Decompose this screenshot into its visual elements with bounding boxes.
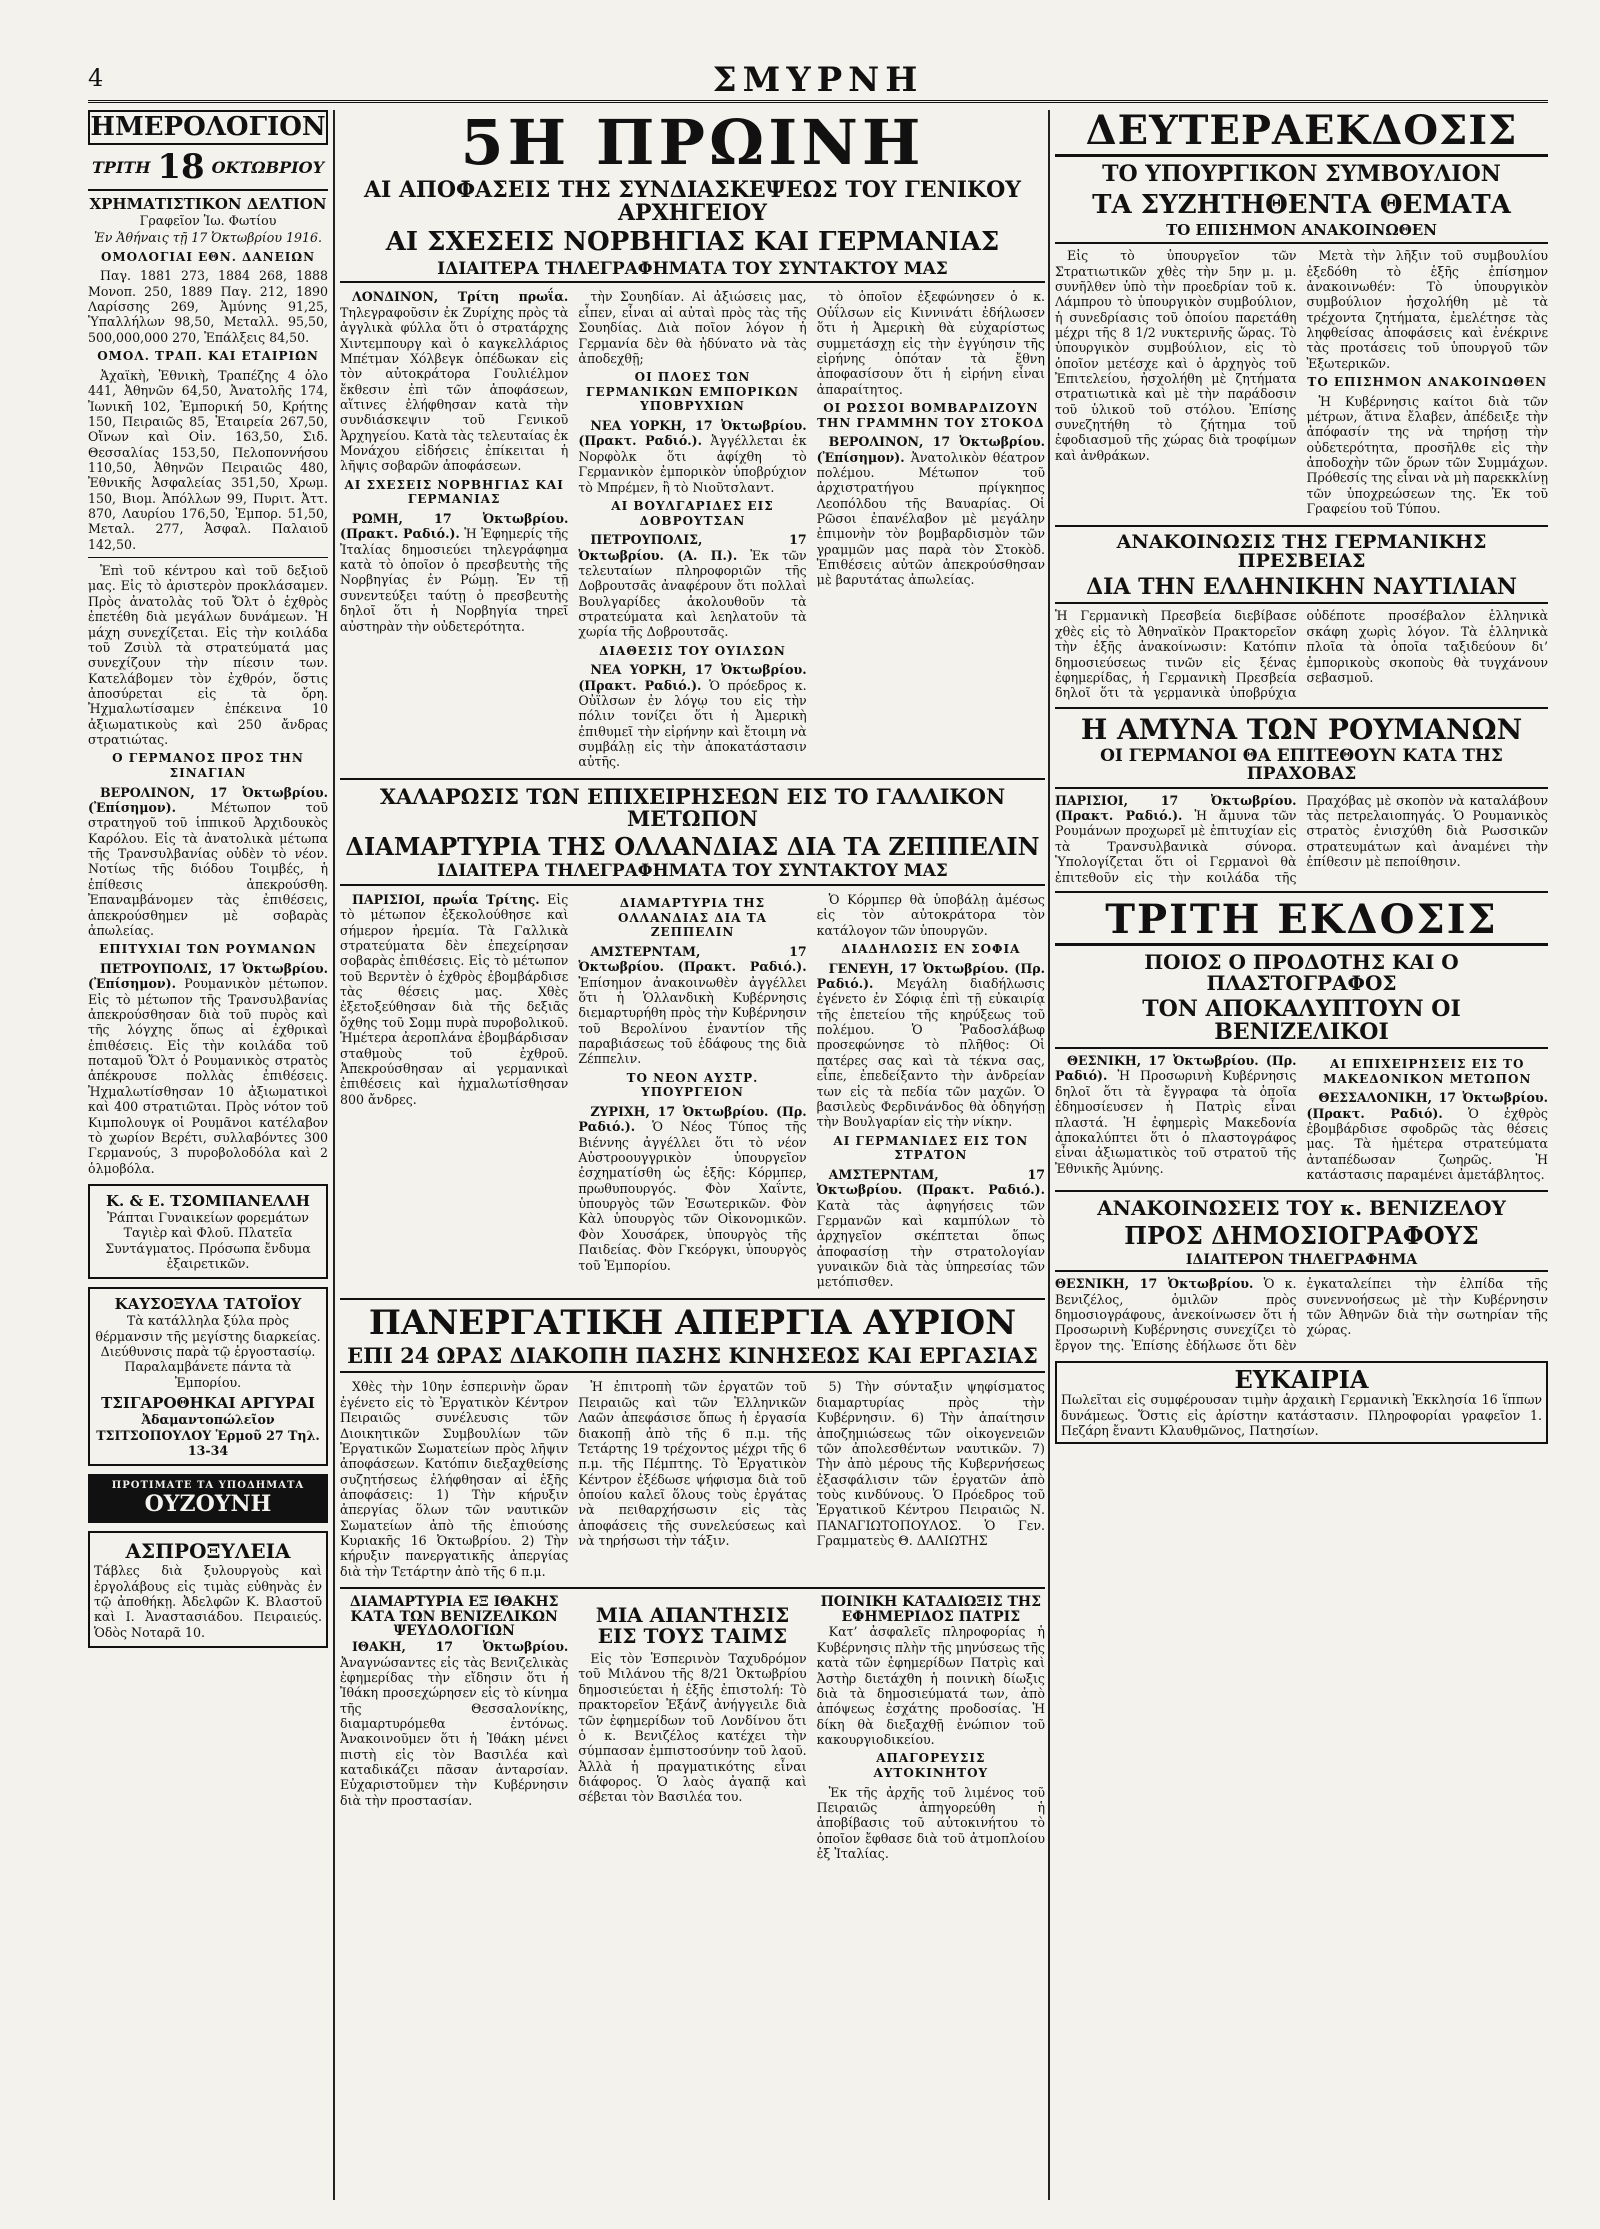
- column-rule: [1048, 110, 1050, 2200]
- article-text: Ἡ Κυβέρνησις καίτοι διὰ τῶν μέτρων, ἅτινα ἔλαβεν, ἀπέδειξε τὴν ἀπόφασίν της νὰ τηρήσῃ τὴν οὐδετερότητα, προσῆλθε εἰς τὴν ἀποδοχὴν τῶν ὅρων τῶν Συμμάχων. Πρόθεσίς της εἶναι νὰ μὴ παρεκκλίνῃ τῶν ὑποχρεώσεων της. Ἐκ τοῦ Γραφείου τοῦ Τύπου.: [1306, 393, 1548, 517]
- article-column: [1307, 1053, 1549, 1184]
- dateline: ΛΟΝΔΙΝΟΝ, Τρίτη πρωΐα.: [352, 289, 569, 305]
- article-text: 5) Τὴν σύνταξιν ψηφίσματος διαμαρτυρίας πρὸς τὴν Κυβέρνησιν. 6) Τὴν ἀπαίτησιν ἀποζημιώσεως τῶν οἰκογενειῶν τῶν ἀπολεσθέντων ναυτικῶν. 7) Τὴν ἀπὸ μέρους τῆς Κυβερνήσεως ἐξασφάλισιν τῶν ἐργατῶν ἀπὸ τοὺς κινδύνους. Ὁ Πρόεδρος τοῦ Ἐργατικοῦ Κέντρου Πειραιῶς Ν. ΠΑΝΑΓΙΩΤΟΠΟΥΛΟΣ. Ὁ Γεν. Γραμματεὺς Θ. ΔΑΛΙΩΤΗΣ: [816, 1379, 1045, 1549]
- dateline: ΘΕΣΝΙΚΗ, 17 Ὀκτωβρίου.: [1055, 1276, 1254, 1292]
- subheadline: ΤΑ ΣΥΖΗΤΗΘΕΝΤΑ ΘΕΜΑΤΑ: [1092, 190, 1511, 221]
- subheading: ΤΟ ΕΠΙΣΗΜΟΝ ΑΝΑΚΟΙΝΩΘΕΝ: [1307, 375, 1548, 390]
- telegrams-heading: ΙΔΙΑΙΤΕΡΟΝ ΤΗΛΕΓΡΑΦΗΜΑ: [1055, 1253, 1548, 1273]
- article-text: τὸ ὁποῖον ἐξεφώνησεν ὁ κ. Οὐΐλσων εἰς Κιννινάτι ἐδήλωσεν ὅτι ἡ Ἀμερικὴ θὰ εὐχαρίστως συμμετάσχῃ εἰς τὴν ἐγγύησιν τῆς εἰρήνης ὁπόταν τὰ ἔθνη ἀποφασίσουν ὅτι ἡ εἰρήνη εἶναι ἀπαραίτητος.: [816, 289, 1045, 397]
- article-text: Ἐκ τῆς ἀρχῆς τοῦ λιμένος τοῦ Πειραιῶς ἀπηγορεύθη ἡ ἀποβίβασις τοῦ αὐτοκινήτου τὸ ὁποῖον ἔφθασε διὰ τοῦ ἀτμοπλοίου ἐξ Ἰταλίας.: [816, 1784, 1045, 1862]
- article-text: Ἡ ἐπιτροπὴ τῶν ἐργατῶν τοῦ Πειραιῶς καὶ τῶν Ἑλληνικῶν Λαῶν ἀπεφάσισε ὅπως ἡ ἐργασία διακοπῇ ἀπὸ τῆς 6 π.μ. τῆς Τετάρτης 19 τρέχοντος μέχρι τῆς 6 π.μ. τῆς Πέμπτης. Τὸ Ἐργατικὸν Κέντρον ἐξέδωσε ψήφισμα διὰ τοῦ ὁποίου καλεῖ ὅλους τοὺς ἐργάτας νὰ πειθαρχήσωσιν εἰς τὰς ἀποφάσεις τῆς συνελεύσεως καὶ νὰ τηρήσωσι τὴν τάξιν.: [578, 1379, 807, 1549]
- calendar-column: [88, 110, 328, 2200]
- subheading: ΑΙ ΣΧΕΣΕΙΣ ΝΟΡΒΗΓΙΑΣ ΚΑΙ ΓΕΡΜΑΝΙΑΣ: [344, 477, 564, 507]
- article-text: Ὁ κ. Βενιζέλος, ὁμιλῶν πρὸς δημοσιογράφους, ἀνεκοίνωσεν ὅτι ἡ Προσωρινὴ Κυβέρνησις συνεχίζει τὸ ἔργον της. Ἐπίσης ἐδήλωσε ὅτι δὲν ἐγκαταλείπει τὴν ἐλπίδα τῆς συνεννοήσεως μὲ τὴν Κυβέρνησιν τῶν Ἀθηνῶν διὰ τὴν σωτηρίαν τῆς χώρας.: [1055, 1276, 1548, 1353]
- newspaper-title: ΣΜΥΡΝΗ: [712, 60, 924, 100]
- headline: ΑΝΑΚΟΙΝΩΣΕΙΣ ΤΟΥ κ. ΒΕΝΙΖΕΛΟΥ: [1097, 1196, 1506, 1221]
- dateline: ΒΕΡΟΛΙΝΟΝ, 17 Ὀκτωβρίου. (Ἐπίσημον).: [816, 434, 1045, 465]
- ad-text: Ῥάπται Γυναικείων φορεμάτων Ταγιὲρ καὶ Φλοῦ. Πλατεῖα Συντάγματος. Πρόσωπα ἔνδυμα ἐξαιρετικῶν.: [105, 1209, 311, 1272]
- banks-text: Ἀχαϊκὴ, Ἐθνικὴ, Τραπέζης 4 ὁλο 441, Ἀθηνῶν 64,50, Ἀνατολῆς 174, Ἰωνικῆ 102, Ἐμπορική 50, Κρήτης 150, Πειραιῶς 85, Ἑταιρεία 267,50, Οἴνων καὶ Οἰν. 163,50, Σιδ. Θεσσαλίας 153,50, Πελοποννήσου 110,50, Ἀθηνῶν Πειραιῶς 480, Ἐθνικῆς Ἀσφαλείας 351,50, Χρωμ. 150, Βιομ. Ἀπόλλων 99, Πυριτ. Ἀττ. 870, Λαυρίου 176,50, Ἐμπορ. 51,50, Μεταλ. 277, Ἀσφαλ. Παλαιοῦ 142,50.: [88, 367, 328, 552]
- subheading: ΑΙ ΕΠΙΧΕΙΡΗΣΕΙΣ ΕΙΣ ΤΟ ΜΑΚΕΔΟΝΙΚΟΝ ΜΕΤΩΠΟΝ: [1323, 1057, 1532, 1086]
- article-column: [578, 289, 806, 771]
- masthead: [88, 60, 1548, 103]
- subheading: ΕΠΙΤΥΧΙΑΙ ΤΩΝ ΡΟΥΜΑΝΩΝ: [99, 942, 317, 957]
- headline: ΧΑΛΑΡΩΣΙΣ ΤΩΝ ΕΠΙΧΕΙΡΗΣΕΩΝ ΕΙΣ ΤΟ ΓΑΛΛΙΚΟΝ ΜΕΤΩΠΟΝ: [379, 783, 1006, 831]
- article-text: Κατὰ τὰς ἀφηγήσεις τῶν Γερμανῶν καὶ καμπύλων τὸ ἀρχηγεῖον σκέπτεται ὅπως ἀποφασίσῃ τὴν στρατολογίαν γυναικῶν διὰ τὰς ὑπηρεσίας τῶν μετόπισθεν.: [816, 1197, 1045, 1290]
- dateline: ΓΕΝΕΥΗ, 17 Ὀκτωβρίου. (Πρ. Ραδιό.).: [816, 960, 1045, 991]
- subheading: ΟΙ ΠΛΟΕΣ ΤΩΝ ΓΕΡΜΑΝΙΚΩΝ ΕΜΠΟΡΙΚΩΝ ΥΠΟΒΡΥΧΙΩΝ: [585, 370, 800, 414]
- article-text: Ὁ Κόρμπερ θὰ ὑποβάλῃ ἀμέσως εἰς τὸν αὐτοκράτορα τὸν κατάλογον τῶν ὑπουργῶν.: [816, 891, 1045, 938]
- article-column: [340, 1379, 568, 1581]
- subheading: ΑΠΑΓΟΡΕΥΣΙΣ ΑΥΤΟΚΙΝΗΤΟΥ: [873, 1751, 989, 1780]
- page-number: 4: [88, 64, 104, 92]
- loans-text: Παγ. 1881 273, 1884 268, 1888 Μονοπ. 250, 1889 Παγ. 212, 1890 Λαρίσσης 269, Ἀμύνης 91,25, Ὑπαλλήλων 98,50, Μεταλλ. 95,50, 500,000,000 270, Ἐπάλξεις 84,50.: [88, 268, 328, 345]
- article-column: [1055, 248, 1297, 518]
- article-text: Τηλεγραφοῦσιν ἐκ Ζυρίχης πρὸς τὰ ἀγγλικὰ φύλλα ὅτι ὁ στρατάρχης Χιντεμπουργ καὶ ὁ καγκελλάριος Μπέτμαν Χόλβεγκ ὁπέδωκαν εἰς τὸν αὐτοκράτορα Γουλιέλμον ἔκθεσιν ἐπὶ τῶν ἀποφάσεων, αἵτινες ἐλήφθησαν κατὰ τὴν συνδιάσκεψιν τοῦ Γενικοῦ Ἀρχηγείου. Κατὰ τὰς τελευταίας ἐκ Μονάχου εἰδήσεις ἐπίκειται ἡ λῆψις σοβαρῶν ἀποφάσεων.: [340, 304, 569, 474]
- article-text: Ὁ πρόεδρος κ. Οὐΐλσων ἐν λόγῳ του εἰς τὴν πόλιν τονίζει ὅτι ἡ Ἀμερικὴ ἐπιθυμεῖ τὴν εἰρήνην καὶ ἔτοιμη νὰ συμβάλῃ εἰς τὴν ἀποκατάστασιν αὐτῆς.: [578, 677, 807, 770]
- dateline: ΠΑΡΙΣΙΟΙ, πρωΐα Τρίτης.: [352, 891, 540, 907]
- dateline: ΠΑΡΙΣΙΟΙ, 17 Ὀκτωβρίου. (Πρακτ. Ραδιό.).: [1055, 792, 1297, 824]
- article-text: Μεγάλη διαδήλωσις ἐγένετο ἐν Σόφιᾳ ἐπὶ τῇ εὐκαιρίᾳ τῆς ἐπετείου τῆς κηρύξεως τοῦ πολέμου. Ὁ Ῥαδοσλάβωφ προσεφώνησε τὸ πλῆθος: Οἱ πατέρες σας καὶ τὰ τέκνα σας, εἶπε, ἐπεδείξαντο τὴν ἀνδρείαν των εἰς τὰ πεδία τῶν μαχῶν. Ὁ βασιλεὺς Φερδινάνδος θὰ ὁδηγήσῃ τὴν Βουλγαρίαν εἰς τὴν νίκην.: [816, 975, 1045, 1130]
- subheadline: ΟΙ ΓΕΡΜΑΝΟΙ ΘΑ ΕΠΙΤΕΘΟΥΝ ΚΑΤΑ ΤΗΣ ΠΡΑΧΟΒΑΣ: [1055, 748, 1548, 789]
- calendar-day: 18: [157, 147, 205, 188]
- ad-name: ΟΥΖΟΥΝΗ: [144, 1491, 272, 1518]
- article-column: [1307, 248, 1549, 518]
- articles-row: [1055, 248, 1548, 518]
- article-text: Ἐπίσημον ἀνακοινωθὲν ἀγγέλλει ὅτι ἡ Ὁλλανδικὴ Κυβέρνησις διεμαρτυρήθη πρὸς τὴν Κυβέρνησιν τοῦ Βερολίνου ἐναντίον τῆς παραβιάσεως τοῦ ἐδάφους της διὰ Ζέππελιν.: [578, 974, 807, 1067]
- calendar-weekday: ΤΡΙΤΗ: [92, 157, 151, 177]
- ad-text: Ἀδαμαντοπώλεῖον ΤΣΙΤΣΟΠΟΥΛΟΥ Ἑρμοῦ 27 Τηλ. 13-34: [96, 1412, 320, 1458]
- dateline: ΑΜΣΤΕΡΝΤΑΜ, 17 Ὀκτωβρίου. (Πρακτ. Ραδιό.).: [578, 943, 807, 975]
- subheading: ΔΙΑΜΑΡΤΥΡΙΑ ΕΞ ΙΘΑΚΗΣ ΚΑΤΑ ΤΩΝ ΒΕΝΙΖΕΛΙΚΩΝ ΨΕΥΔΟΛΟΓΙΩΝ: [349, 1594, 559, 1640]
- section-heading: ΧΡΗΜΑΤΙΣΤΙΚΟΝ ΔΕΛΤΙΟΝ: [89, 195, 327, 214]
- headline: ΠΑΝΕΡΓΑΤΙΚΗ ΑΠΕΡΓΙΑ ΑΥΡΙΟΝ: [368, 1302, 1017, 1343]
- ad-name: ΤΣΙΓΑΡΟΘΗΚΑΙ ΑΡΓΥΡΑΙ: [101, 1394, 315, 1413]
- headline: ΤΟ ΥΠΟΥΡΓΙΚΟΝ ΣΥΜΒΟΥΛΙΟΝ: [1102, 161, 1501, 187]
- subheading: ΔΙΑΔΗΛΩΣΙΣ ΕΝ ΣΟΦΙΑ: [841, 942, 1021, 956]
- article-column: [817, 1595, 1045, 1863]
- edition-title: ΤΡΙΤΗ ΕΚΔΟΣΙΣ: [1055, 899, 1548, 946]
- ad-title: ΕΥΚΑΙΡΙΑ: [1234, 1365, 1369, 1395]
- subheadline: ΠΡΟΣ ΔΗΜΟΣΙΟΓΡΑΦΟΥΣ: [1124, 1221, 1479, 1251]
- article-text: Ἡ Γερμανικὴ Πρεσβεία διεβίβασε χθὲς εἰς τὸ Ἀθηναϊκὸν Πρακτορεῖον τὴν ἑξῆς ἀνακοίνωσιν: Κατόπιν δημοσιεύσεως τινῶν εἰς ξένας ἐφημερίδας, ἡ Γερμανικὴ Πρεσβεία δηλοῖ ὅτι τὰ γερμανικὰ ὑποβρύχια οὐδέποτε προσέβαλον ἑλληνικὰ σκάφη χωρὶς λόγον. Τὰ ἑλληνικὰ πλοῖα τὰ ὁποῖα ταξιδεύουν δι’ ἐμπορικοὺς σκοποὺς θὰ τυγχάνουν σεβασμοῦ.: [1055, 608, 1548, 701]
- calendar-month: ΟΚΤΩΒΡΙΟΥ: [211, 157, 324, 177]
- edition-title: ΔΕΥΤΕΡΑΕΚΔΟΣΙΣ: [1055, 110, 1548, 157]
- subheading: ΔΙΑΜΑΡΤΥΡΙΑ ΤΗΣ ΟΛΛΑΝΔΙΑΣ ΔΙΑ ΤΑ ΖΕΠΠΕΛΙΝ: [618, 895, 767, 940]
- article-text: Ἡ Προσωρινὴ Κυβέρνησις δηλοῖ ὅτι τὰ ἔγγραφα τὰ ὁποῖα ἐδημοσίευσεν ἡ Πατρὶς εἶναι πλαστά. Ἡ ἐφημερὶς Μακεδονία ἀποκαλύπτει ὅτι ὁ πλαστογράφος εἶναι ἀξιωματικὸς τοῦ στρατοῦ τῆς Ἐθνικῆς Ἀμύνης.: [1055, 1068, 1297, 1176]
- subheading: ΑΙ ΓΕΡΜΑΝΙΔΕΣ ΕΙΣ ΤΟΝ ΣΤΡΑΤΟΝ: [833, 1133, 1029, 1163]
- war-text: Ἐπὶ τοῦ κέντρου καὶ τοῦ δεξιοῦ μας. Εἰς τὸ ἀριστερὸν προκλάσαμεν. Πρὸς ἀνατολὰς τοῦ Ὄλτ ὁ ἐχθρὸς ἐπετέθη διὰ μεγάλων δυνάμεων. Ἡ μάχη συνεχίζεται. Εἰς τὴν κοιλάδα τοῦ Ζσιὺλ τὰ στρατεύματά μας συνεχίζουν τὴν πίεσιν των. Κατελάβομεν τὸν ἐχθρόν, ὅστις ἀποσύρεται εἰς τὰ ὄρη. Ἠχμαλωτίσαμεν ἐπέκεινα 10 ἀξιωματικοὺς καὶ 250 ἄνδρας στρατιώτας.: [88, 563, 328, 748]
- article-text: Κατ’ ἀσφαλεῖς πληροφορίας ἡ Κυβέρνησις πλὴν τῆς μηνύσεως τῆς κατὰ τῶν ἐφημερίδων Πατρὶς καὶ Ἀστὴρ διετάχθη ἡ ποινικὴ δίωξις διὰ τὰ δημοσιεύματά των, ἀπὸ ἀπόψεως ἐσχάτης προδοσίας. Ἡ δίκη θὰ διεξαχθῇ ἐνώπιον τοῦ κακουργιοδικείου.: [816, 1624, 1045, 1747]
- ad-text: Τάβλες διὰ ξυλουργοὺς καὶ ἐργολάβους εἰς τιμὰς εὐθηνὰς ἐν τῷ ἀποθήκῃ. Ἀδελφῶν Κ. Βλαστοῦ καὶ Ι. Ἀναστασιάδου. Πειραιεύς. Ὁδὸς Νοταρᾶ 10.: [94, 1563, 322, 1640]
- articles-row: [340, 892, 1045, 1292]
- articles-row: [340, 1595, 1045, 1863]
- article-column: [578, 1595, 806, 1863]
- ad-name: Κ. & Ε. ΤΣΟΜΠΑΝΕΛΛΗ: [106, 1191, 310, 1210]
- official-heading: ΤΟ ΕΠΙΣΗΜΟΝ ΑΝΑΚΟΙΝΩΘΕΝ: [1055, 223, 1548, 244]
- dateline: ΘΕΣΝΙΚΗ, 17 Ὀκτωβρίου. (Πρ. Ραδιό).: [1055, 1053, 1297, 1084]
- ad-text: Τὰ κατάλληλα ξύλα πρὸς θέρμανσιν τῆς μεγίστης διαρκείας. Διεύθυνσις παρὰ τῷ ἐργοστασίῳ. Παραλαμβάνετε πάντα τὰ Ἐμπορίου.: [95, 1313, 321, 1390]
- articles-row: [340, 289, 1045, 771]
- article-column: [578, 892, 806, 1292]
- dateline: ΒΕΡΟΛΙΝΟΝ, 17 Ὀκτωβρίου. (Ἐπίσημον).: [88, 784, 328, 816]
- headline: ΑΝΑΚΟΙΝΩΣΙΣ ΤΗΣ ΓΕΡΜΑΝΙΚΗΣ ΠΡΕΣΒΕΙΑΣ: [1116, 530, 1487, 573]
- advertisement: [88, 1184, 328, 1279]
- subheading: ΑΙ ΒΟΥΛΓΑΡΙΔΕΣ ΕΙΣ ΔΟΒΡΟΥΤΣΑΝ: [611, 498, 774, 528]
- subheadline: ΕΠΙ 24 ΩΡΑΣ ΔΙΑΚΟΠΗ ΠΑΣΗΣ ΚΙΝΗΣΕΩΣ ΚΑΙ ΕΡΓΑΣΙΑΣ: [340, 1345, 1045, 1373]
- stock-bulletin: [88, 213, 328, 1176]
- dateline: ΠΕΤΡΟΥΠΟΛΙΣ, 17 Ὀκτωβρίου. (Α. Π.).: [578, 532, 807, 563]
- calendar-date: [88, 145, 328, 191]
- article-column: [817, 289, 1045, 771]
- article-text: Εἰς τὸ ὑπουργεῖον τῶν Στρατιωτικῶν χθὲς τὴν 5ην μ. μ. συνῆλθεν ὑπὸ τὴν προεδρίαν τοῦ κ. Λάμπρου τὸ ὑπουργικὸν συμβούλιον, ἡ συνεδρίασις τοῦ ὁποίου παρετάθη μέχρι τῆς 8 1/2 νυκτερινῆς ὥρας. Τὸ ὑπουργικὸν συμβούλιον, εἰς τὸ ὁποῖον μετέσχε καὶ ὁ ἀρχηγὸς τοῦ Ἐπιτελείου, ἠσχολήθη μὲ ζητήματα στρατιωτικὰ καὶ μὲ τὴν παράδοσιν τοῦ ὑλικοῦ τοῦ στόλου. Ἐπίσης συνεζητήθη τὸ ζήτημα τοῦ ἐφοδιασμοῦ τῆς χώρας διὰ τροφίμων καὶ ἀνθράκων.: [1055, 248, 1297, 463]
- subheading: ΠΟΙΝΙΚΗ ΚΑΤΑΔΙΩΞΙΣ ΤΗΣ ΕΦΗΜΕΡΙΔΟΣ ΠΑΤΡΙΣ: [820, 1594, 1042, 1625]
- headline: Η ΑΜΥΝΑ ΤΩΝ ΡΟΥΜΑΝΩΝ: [1080, 712, 1523, 746]
- place-date: Ἐν Ἀθήναις τῇ 17 Ὀκτωβρίου 1916.: [93, 230, 323, 246]
- article-text: Ἀνατολικὸν θέατρον πολέμου. Μέτωπον τοῦ ἀρχιστρατήγου πρίγκηπος Λεοπόλδου τῆς Βαυαρίας. Οἱ Ρῶσοι ἐπανέλαβον μὲ μεγάλην ἐπιμονὴν τὸν βομβαρδισμὸν τῶν γραμμῶν μας παρὰ τὸν Στοκὸδ. Ἐπιθέσεις αὐτῶν ἀπεκρούσθησαν μὲ βαρυτάτας ἀπωλείας.: [816, 449, 1045, 588]
- subheadline: ΔΙΑΜΑΡΤΥΡΙΑ ΤΗΣ ΟΛΛΑΝΔΙΑΣ ΔΙΑ ΤΑ ΖΕΠΠΕΛΙΝ: [345, 831, 1040, 861]
- office: Γραφεῖον Ἰω. Φωτίου: [139, 213, 277, 229]
- article-text: Ὁ ἐχθρὸς ἐβομβάρδισε σφοδρῶς τὰς θέσεις μας. Τὰ ἡμέτερα στρατεύματα ἀνταπέδωσαν ζωηρῶς. Ἡ κατάστασις παραμένει ἀμετάβλητος.: [1306, 1105, 1548, 1183]
- subheadline: ΔΙΑ ΤΗΝ ΕΛΛΗΝΙΚΗΝ ΝΑΥΤΙΛΙΑΝ: [1055, 576, 1548, 604]
- subheading: ΔΙΑΘΕΣΙΣ ΤΟΥ ΟΥΙΛΣΩΝ: [599, 643, 786, 658]
- article-text: Εἰς τὸ μέτωπον ἐξεκολούθησε καὶ σήμερον ἠρεμία. Τὰ Γαλλικὰ στρατεύματα δὲν ἐπεχείρησαν σοβαρὰς ἐπιθέσεις. Εἰς τὸ μέτωπον τοῦ Βερντὲν ὁ ἐχθρὸς ἐβομβάρδισε τὰς θέσεις μας. Χθὲς ἐξετοξεύθησαν διὰ τῆς δεξιᾶς ὄχθης τοῦ Σομμ πυρὰ πυροβολικοῦ. Ἡμέτερα ἀεροπλάνα ἐβομβάρδισαν σταθμοὺς τοῦ ἐχθροῦ. Ἀπεκρούσθησαν αἱ γερμανικαὶ ἐπιθέσεις καὶ ἠχμαλωτίσθησαν 800 ἄνδρες.: [340, 891, 569, 1107]
- dateline: ΝΕΑ ΥΟΡΚΗ, 17 Ὀκτωβρίου. (Πρακτ. Ραδιό.).: [578, 662, 807, 693]
- article-text: Εἰς τὸν Ἑσπερινὸν Ταχυδρόμον τοῦ Μιλάνου τῆς 8/21 Ὀκτωβρίου δημοσιεύεται ἡ ἑξῆς ἐπιστολή: Τὸ πρακτορεῖον Ἐξάνζ ἀνήγγειλε διὰ τῶν ἐφημερίδων τοῦ Λονδίνου ὅτι ὁ κ. Βενιζέλος κατέχει τὴν σύμπασαν ἐμπιστοσύνην τοῦ λαοῦ. Ἀλλὰ ἡ πραγματικότης εἶναι διάφορος. Ὁ λαὸς ἀγαπᾷ καὶ σέβεται τὸν Βασιλέα του.: [578, 1651, 807, 1805]
- article-column: [340, 892, 568, 1292]
- advertisement: [88, 1287, 328, 1466]
- telegrams-heading: ΙΔΙΑΙΤΕΡΑ ΤΗΛΕΓΡΑΦΗΜΑΤΑ ΤΟΥ ΣΥΝΤΑΚΤΟΥ ΜΑΣ: [340, 261, 1045, 284]
- ad-name: ΚΑΥΣΟΞΥΛΑ ΤΑΤΟΪΟΥ: [114, 1295, 302, 1314]
- column-rule: [333, 110, 335, 2200]
- article-text: Ἡ Ἐφημερίς τῆς Ἰταλίας δημοσιεύει τηλεγράφημα κατὰ τὸ ὁποῖον ὁ πρεσβευτὴς τῆς Νορβηγίας ἐν Ρώμῃ. Ἐν τῇ συνεντεύξει ταύτῃ ὁ πρεσβευτὴς δηλοῖ ὅτι ἡ Νορβηγία τηρεῖ αὐστηρὰν τὴν οὐδετερότητα.: [340, 526, 569, 634]
- dateline: ΖΥΡΙΧΗ, 17 Ὀκτωβρίου. (Πρ. Ραδιό.).: [578, 1103, 807, 1135]
- dateline: ΑΜΣΤΕΡΝΤΑΜ, 17 Ὀκτωβρίου. (Πρακτ. Ραδιό.).: [816, 1166, 1045, 1198]
- main-column: [340, 110, 1045, 2200]
- ad-name: ΑΣΠΡΟΞΥΛΕΙΑ: [125, 1539, 291, 1564]
- subheadline: ΑΙ ΣΧΕΣΕΙΣ ΝΟΡΒΗΓΙΑΣ ΚΑΙ ΓΕΡΜΑΝΙΑΣ: [385, 227, 1000, 258]
- article-text: Ἡ ἄμυνα τῶν Ρουμάνων προχωρεῖ μὲ ἐπιτυχίαν εἰς τὰ Τρανσυλβανικὰ σύνορα. Ὑπολογίζεται ὅτι οἱ Γερμανοὶ θὰ ἐπιτεθοῦν εἰς τὴν κοιλάδα τῆς Πραχόβας μὲ σκοπὸν νὰ καταλάβουν τὰς πετρελαιοπηγάς. Ὁ Ρουμανικὸς στρατὸς ἐνισχύθη διὰ Ρωσσικῶν στρατευμάτων καὶ ἀναμένει τὴν ἐπίθεσιν μὲ πεποίθησιν.: [1055, 792, 1548, 885]
- classified-ad: [1055, 1361, 1548, 1444]
- headline: ΑΙ ΑΠΟΦΑΣΕΙΣ ΤΗΣ ΣΥΝΔΙΑΣΚΕΨΕΩΣ ΤΟΥ ΓΕΝΙΚΟΥ ΑΡΧΗΓΕΙΟΥ: [363, 177, 1022, 227]
- article-column: [340, 1595, 568, 1863]
- subheading: ΜΙΑ ΑΠΑΝΤΗΣΙΣ ΕΙΣ ΤΟΥΣ ΤΑΙΜΣ: [595, 1603, 790, 1649]
- subheading: ΟΙ ΡΩΣΣΟΙ ΒΟΜΒΑΡΔΙΖΟΥΝ ΤΗΝ ΓΡΑΜΜΗΝ ΤΟΥ ΣΤΟΚΟΔ: [817, 400, 1045, 430]
- advertisement-dark: [88, 1474, 328, 1523]
- article-text: Ἀναγνώσαντες εἰς τὰς Βενιζελικὰς ἐφημερίδας τὴν εἴδησιν ὅτι ἡ Ἰθάκη προσεχώρησεν εἰς τὸ κίνημα τῆς Θεσσαλονίκης, διαμαρτυρόμεθα ἐντόνως. Ἀνακοινοῦμεν ὅτι ἡ Ἰθάκη μένει πιστὴ εἰς τὸν Βασιλέα καὶ καταδικάζει πᾶσαν ἀνταρσίαν. Εὐχαριστοῦμεν τὴν Κυβέρνησιν διὰ τὴν προστασίαν.: [340, 1654, 569, 1808]
- article-column: [817, 892, 1045, 1292]
- article-column: [340, 289, 568, 771]
- article-block: [1055, 793, 1548, 885]
- article-text: Ρουμανικὸν μέτωπον. Εἰς τὸ μέτωπον τῆς Τρανσυλβανίας ἀπεκρούσθησαν διὰ τοῦ πυρὸς καὶ τῆς λόγχης ὅπως αἱ ἐχθρικαὶ ἐπιθέσεις. Εἰς τὴν κοιλάδα τοῦ ποταμοῦ Ὄλτ ὁ Ρουμανικὸς στρατὸς ἀπέκρουσε πολλὰς ἐπιθέσεις. Ἠχμαλωτίσθησαν 10 ἀξιωματικοὶ καὶ 400 στρατιῶται. Πρὸς νότον τοῦ Κιμπολουγκ οἱ Ρουμᾶνοι κατέλαβον τὸ χωρίον Βερέτι, συλλαβόντες 300 Γερμανούς, 3 πυροβολοδόλα καὶ 2 ὁλμοβόλα.: [88, 976, 328, 1176]
- article-column: [578, 1379, 806, 1581]
- article-text: Ἐκ τῶν τελευταίων πληροφοριῶν τῆς Δοβρουτσᾶς ἀναφέρουν ὅτι πολλαὶ Βουλγαρίδες ἀκολουθοῦν τὰ στρατεύματα καὶ λεηλατοῦν τὰ χωρία τῆς Δοβρουτσᾶς.: [578, 547, 807, 640]
- article-text: Χθὲς τὴν 10ην ἑσπερινὴν ὥραν ἐγένετο εἰς τὸ Ἐργατικὸν Κέντρον Πειραιῶς συνέλευσις τῶν Διοικητικῶν Συμβουλίων τῶν Ἐργατικῶν Σωματείων πρὸς λῆψιν ἀποφάσεων. Κατόπιν διεξαχθείσης συζητήσεως ἐλήφθησαν αἱ ἑξῆς ἀποφάσεις: 1) Τὴν κήρυξιν ἀπεργίας ὅλων τῶν ναυτικῶν Σωματείων ἀπὸ τῆς ἐπιούσης Κυριακῆς 16 Ὀκτωβρίου. 2) Τὴν κήρυξιν πανεργατικῆς ἀπεργίας διὰ τὴν Τετάρτην ἀπὸ τῆς 6 π.μ.: [340, 1379, 569, 1579]
- calendar-title: ΗΜΕΡΟΛΟΓΙΟΝ: [88, 110, 328, 145]
- article-text: Μέτωπον τοῦ στρατηγοῦ τοῦ ἱππικοῦ Ἀρχιδουκὸς Καρόλου. Εἰς τὰ ἀνατολικὰ μέτωπα τῆς Τρανσυλβανίας οὐδὲν τὸ νέον. Νοτίως τῆς διόδου Τοιμβές, ἡ ἐπίθεσις ἀπεκρούσθη. Ἐπαναμβάνομεν τὰς ἐπιθέσεις, ἀπεκρούσθημεν μὲ σοβαρὰς ἀπωλείας.: [88, 800, 328, 938]
- article-text: Ἀγγέλλεται ἐκ Νορφὸλκ ὅτι ἀφίχθη τὸ Γερμανικὸν ἐμπορικὸν ὑποβρύχιον τὸ Μπρέμεν, ἢ τὸ Νιοῦτσλαντ.: [578, 433, 807, 495]
- ad-top: ΠΡΟΤΙΜΑΤΕ ΤΑ ΥΠΟΔΗΜΑΤΑ: [111, 1480, 305, 1492]
- advertisement: [88, 1531, 328, 1648]
- right-column: [1055, 110, 1548, 2200]
- article-block: [1055, 1276, 1548, 1353]
- article-text: Ὁ Νέος Τύπος τῆς Βιέννης ἀγγέλλει ὅτι τὸ νέον Αὐστροουγγρικὸν ὑπουργεῖον ἐσχηματίσθη ὡς ἑξῆς: Κόρμπερ, πρωθυπουργός. Φὸν Χαΐντε, ὑπουργὸς τῶν Ἐσωτερικῶν. Φὸν Κὰλ ὑπουργὸς τῶν Οἰκονομικῶν. Φὸν Χουσάρεκ, ὑπουργὸς τῆς Παιδείας. Φὸν Γκεόργκι, ὑπουργὸς τοῦ Ἐμπορίου.: [578, 1119, 807, 1273]
- headline: ΠΟΙΟΣ Ο ΠΡΟΔΟΤΗΣ ΚΑΙ Ο ΠΛΑΣΤΟΓΡΑΦΟΣ: [1144, 949, 1459, 995]
- dateline: ΡΩΜΗ, 17 Ὀκτωβρίου. (Πρακτ. Ραδιό.).: [340, 510, 569, 542]
- article-text: Μετὰ τὴν λῆξιν τοῦ συμβουλίου ἐξεδόθη τὸ ἑξῆς ἐπίσημον ἀνακοινωθέν: Τὸ ὑπουργικὸν συμβούλιον ἠσχολήθη μὲ τὰ τρέχοντα ζητήματα, ἐμελέτησε τὰς ληφθείσας ἀποφάσεις καὶ ἐνέκρινε τὰς προτάσεις τοῦ ὑπουργοῦ τῶν Ἐξωτερικῶν.: [1306, 248, 1548, 371]
- articles-row: [1055, 1053, 1548, 1184]
- subheadline: ΤΟΝ ΑΠΟΚΑΛΥΠΤΟΥΝ ΟΙ ΒΕΝΙΖΕΛΙΚΟΙ: [1055, 998, 1548, 1049]
- article-column: [817, 1379, 1045, 1581]
- dateline: ΝΕΑ ΥΟΡΚΗ, 17 Ὀκτωβρίου. (Πρακτ. Ραδιό.).: [578, 418, 807, 449]
- article-column: [1055, 1053, 1297, 1184]
- article-text: τὴν Σουηδίαν. Αἱ ἀξιώσεις μας, εἶπεν, εἶναι αἱ αὐταὶ πρὸς τὰς τῆς Σουηδίας. Διὰ ποῖον λόγον ἡ Γερμανία δὲν θὰ ἠδύνατο νὰ τὰς ἀποδεχθῇ;: [578, 289, 807, 366]
- ad-text: Πωλεῖται εἰς συμφέρουσαν τιμὴν ἀρχαικὴ Γερμανικὴ Ἐκκλησία 16 ἵππων δυνάμεως. Ὅστις εἰς ἀρίστην κατάστασιν. Πληροφορίαι γραφεῖον 1. Πεζάρη ἔναντι Κλαυθμῶνος, Πατησίων.: [1061, 1392, 1542, 1439]
- subheading: Ο ΓΕΡΜΑΝΟΣ ΠΡΟΣ ΤΗΝ ΣΙΝΑΓΙΑΝ: [112, 751, 304, 781]
- dateline: ΙΘΑΚΗ, 17 Ὀκτωβρίου.: [352, 1639, 569, 1655]
- articles-row: [340, 1379, 1045, 1581]
- banks-heading: ΟΜΟΛ. ΤΡΑΠ. ΚΑΙ ΕΤΑΙΡΙΩΝ: [97, 349, 319, 364]
- edition-title: 5Η ΠΡΩΙΝΗ: [460, 110, 925, 179]
- telegrams-heading: ΙΔΙΑΙΤΕΡΑ ΤΗΛΕΓΡΑΦΗΜΑΤΑ ΤΟΥ ΣΥΝΤΑΚΤΟΥ ΜΑΣ: [340, 863, 1045, 886]
- subheading: ΤΟ ΝΕΟΝ ΑΥΣΤΡ. ΥΠΟΥΡΓΕΙΟΝ: [626, 1070, 759, 1100]
- loans-heading: ΟΜΟΛΟΓΙΑΙ ΕΘΝ. ΔΑΝΕΙΩΝ: [100, 249, 316, 264]
- dateline: ΠΕΤΡΟΥΠΟΛΙΣ, 17 Ὀκτωβρίου. (Ἐπίσημον).: [88, 960, 328, 992]
- dateline: ΘΕΣΣΑΛΟΝΙΚΗ, 17 Ὀκτωβρίου. (Πρακτ. Ραδιό).: [1306, 1090, 1548, 1121]
